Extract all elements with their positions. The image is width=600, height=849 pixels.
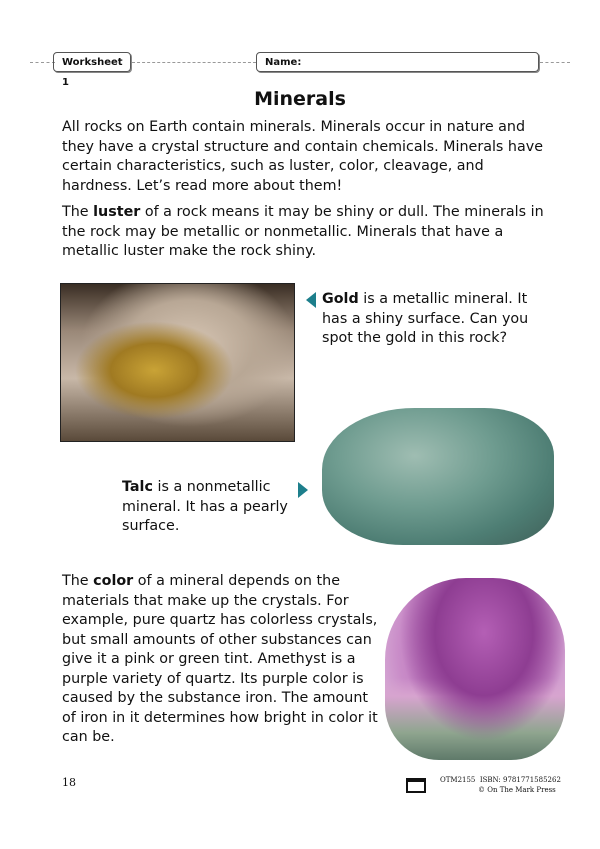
divider [30,62,55,63]
text: is a nonmetallic mineral. It has a pearly surface. [122,479,288,534]
worksheet-label: Worksheet 1 [53,52,131,72]
term-talc: Talc [122,479,153,495]
intro-paragraph: All rocks on Earth contain minerals. Minerals occur in nature and they have a crystal structure and contain chemicals. Minerals have certain characteristics, such as luster, color, cleavage, and hardness. Let’s read more about them! [62,119,544,194]
page-title: Minerals [254,88,346,110]
term-luster: luster [93,204,141,220]
name-field[interactable]: Name: [256,52,539,72]
divider [540,62,570,63]
luster-paragraph [62,203,548,262]
color-paragraph [62,572,382,748]
page-number: 18 [62,776,76,789]
footer-code [440,776,561,784]
product-code: OTM2155 [440,776,476,784]
pointer-right-icon [298,482,308,498]
amethyst-image [385,578,565,760]
term-color: color [93,573,134,589]
talc-caption [122,478,297,537]
text: The [62,204,94,220]
text: is a metallic mineral. It has a shiny surface. Can you spot the gold in this rock? [322,291,529,346]
divider [132,62,256,63]
gold-rock-image [60,283,295,442]
isbn: ISBN: 9781771585262 [479,776,561,784]
text: of a mineral depends on the materials that make up the crystals. For example, pure quartz has colorless crystals, but small amounts of other substances can give it a pink or green tint. Amethyst is a purple variety of quartz. Its purple color is caused by the substance iron. The amount of iron in it determines how bright in color it can be. [62,573,378,745]
gold-caption [322,290,532,349]
term-gold: Gold [322,291,359,307]
text: of a rock means it may be shiny or dull. The minerals in the rock may be metallic or nonmetallic. Minerals that have a metallic luster make the rock shiny. [62,204,544,259]
copyright: © On The Mark Press [478,786,556,794]
pointer-left-icon [306,292,316,308]
publisher-logo-icon [406,778,426,793]
talc-rock-image [322,408,554,545]
text: The [62,573,94,589]
